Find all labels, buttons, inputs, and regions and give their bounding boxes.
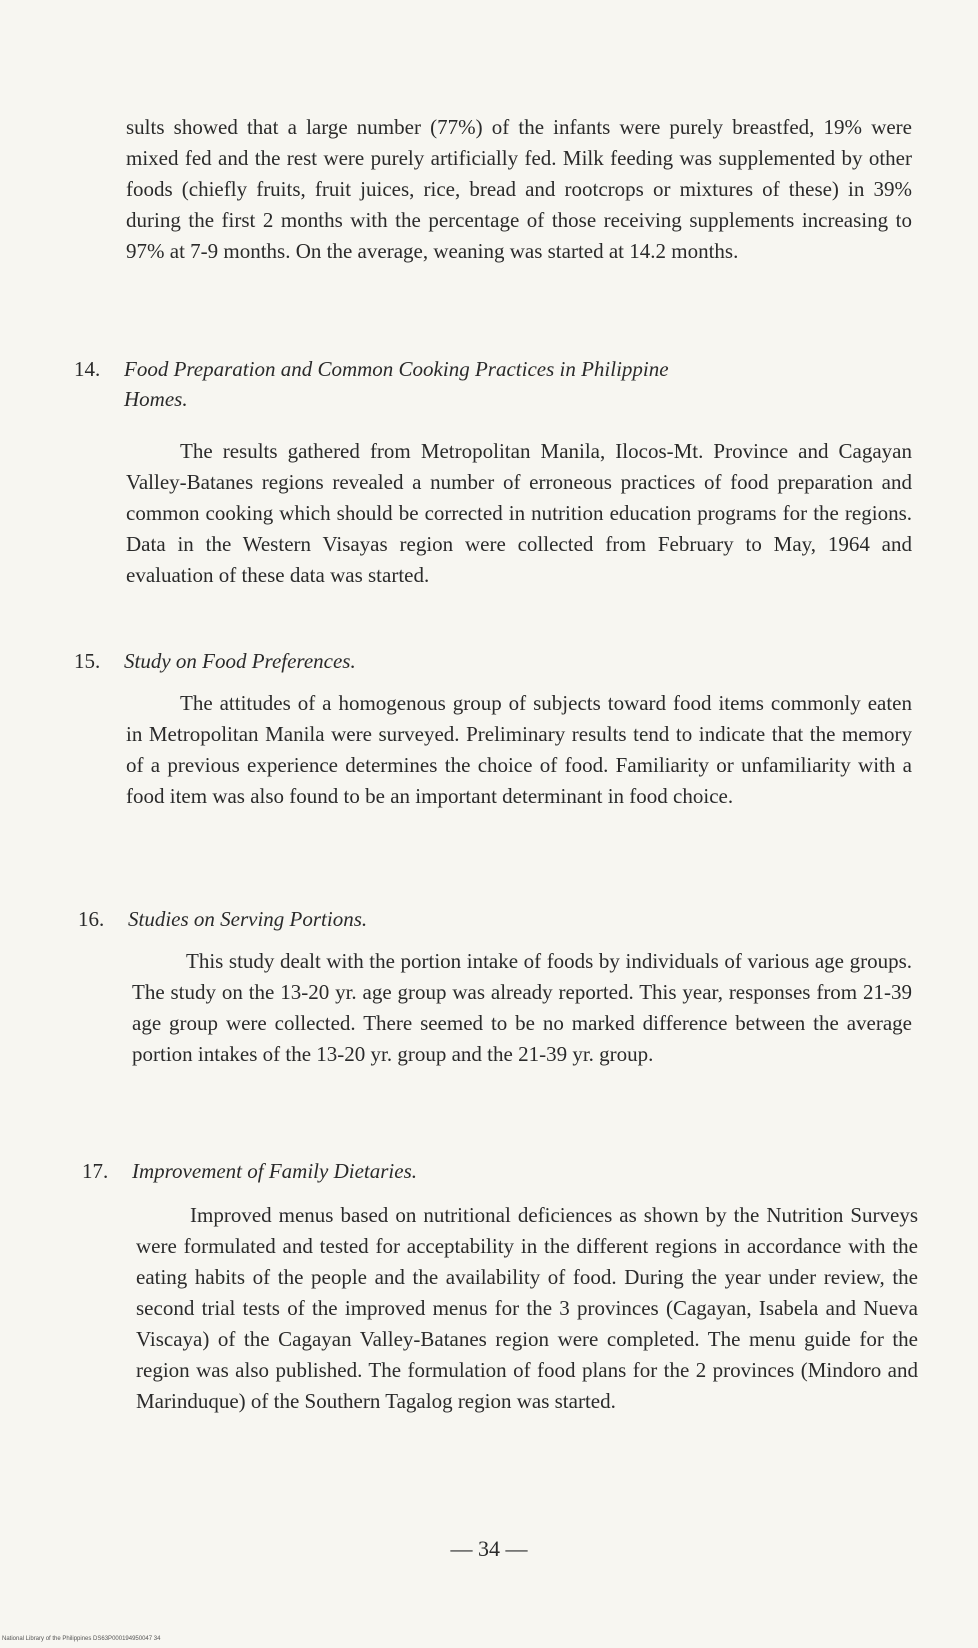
section-14-title: Food Preparation and Common Cooking Practices in Philippine bbox=[124, 357, 669, 381]
section-16-heading bbox=[78, 904, 918, 934]
section-17-heading bbox=[82, 1156, 922, 1186]
page-number: — 34 — bbox=[450, 1536, 528, 1561]
section-14-heading bbox=[74, 354, 914, 414]
section-15-heading bbox=[74, 646, 914, 676]
section-16-number: 16. bbox=[78, 907, 105, 931]
section-15-number: 15. bbox=[74, 649, 101, 673]
section-16-title: Studies on Serving Portions. bbox=[128, 907, 368, 931]
section-17-body: Improved menus based on nutritional deficiences as shown by the Nutrition Surveys were formulated and tested for acceptability in the different regions in accordance with the eating habits of the people and the availability of food. During the year under review, the second trial tests of the improved menus for the 3 provinces (Cagayan, Isabela and Nueva Viscaya) of the Cagayan Valley-Batanes region were completed. The menu guide for the region was also published. The formulation of food plans for the 2 provinces (Mindoro and Marinduque) of the Southern Tagalog region was started. bbox=[136, 1203, 918, 1413]
section-14-title-continued: Homes. bbox=[124, 387, 188, 411]
section-16-body: This study dealt with the portion intake of foods by individuals of various age groups. The study on the 13-20 yr. age group was already reported. This year, responses from 21-39 age group were collected. There seemed to be no marked difference between the average portion intakes of the 13-20 yr. group and the 21-39 yr. group. bbox=[132, 949, 912, 1066]
library-footer: National Library of the Philippines DS63P000194950047 34 bbox=[2, 1636, 161, 1642]
section-14-number: 14. bbox=[74, 357, 101, 381]
section-14-body: The results gathered from Metropolitan Manila, Ilocos-Mt. Province and Cagayan Valley-Batanes regions revealed a number of erroneous practices of food preparation and common cooking which should be corrected in nutrition education programs for the regions. Data in the Western Visayas region were collected from February to May, 1964 and evaluation of these data was started. bbox=[126, 439, 912, 587]
section-15-body: The attitudes of a homogenous group of subjects toward food items commonly eaten in Metropolitan Manila were surveyed. Preliminary results tend to indicate that the memory of a previous experience determines the choice of food. Familiarity or unfamiliarity with a food item was also found to be an important determinant in food choice. bbox=[126, 691, 912, 808]
section-15-title: Study on Food Preferences. bbox=[124, 649, 356, 673]
section-17-title: Improvement of Family Dietaries. bbox=[132, 1159, 417, 1183]
intro-paragraph: sults showed that a large number (77%) of the infants were purely breastfed, 19% were mixed fed and the rest were purely artificially fed. Milk feeding was supplemented by other foods (chiefly fruits, fruit juices, rice, bread and rootcrops or mixtures of these) in 39% during the first 2 months with the percentage of those receiving supplements increasing to 97% at 7-9 months. On the average, weaning was started at 14.2 months. bbox=[126, 115, 912, 263]
section-17-number: 17. bbox=[82, 1159, 109, 1183]
